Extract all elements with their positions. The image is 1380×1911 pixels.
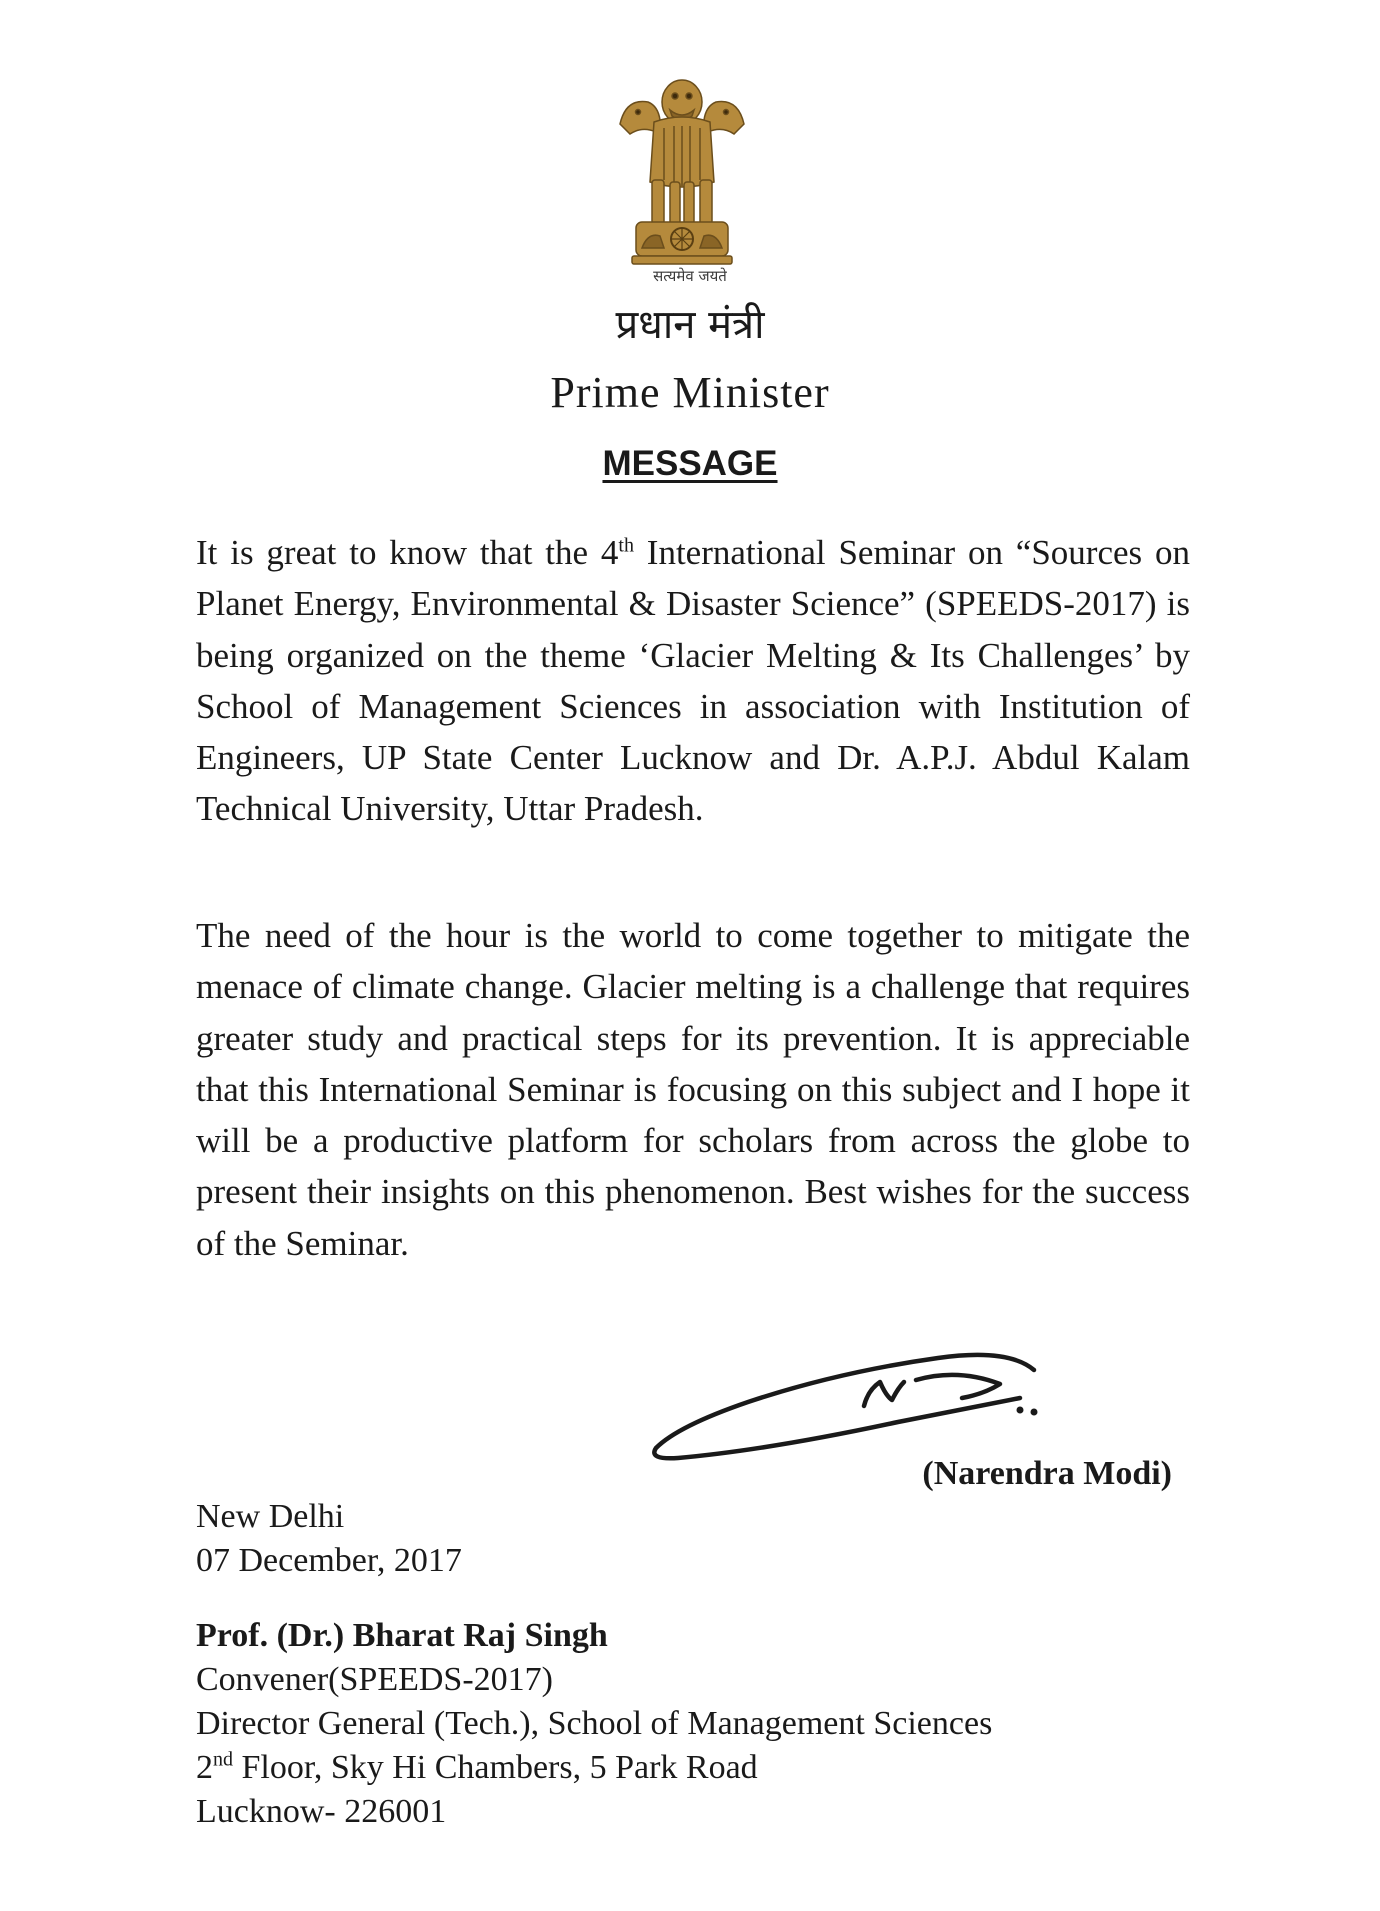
signatory-name: (Narendra Modi): [922, 1455, 1172, 1492]
title-hindi: प्रधान मंत्री: [615, 302, 765, 348]
floor-number: 2: [196, 1749, 213, 1786]
street-address: Floor, Sky Hi Chambers, 5 Park Road: [233, 1749, 758, 1786]
place-date-block: [196, 1495, 896, 1583]
floor-superscript: nd: [213, 1748, 233, 1771]
recipient-line-4: Lucknow- 226001: [196, 1793, 447, 1830]
message-heading: MESSAGE: [602, 444, 778, 483]
para1-start: It is great to know that the 4: [196, 533, 619, 572]
national-emblem-icon: [612, 72, 752, 282]
message-paragraph-1: [196, 527, 1190, 835]
title-english: Prime Minister: [550, 368, 830, 417]
recipient-name: Prof. (Dr.) Bharat Raj Singh: [196, 1617, 608, 1654]
recipient-line-2: Director General (Tech.), School of Management Sciences: [196, 1705, 993, 1742]
para1-rest: International Seminar on “Sources on Planet Energy, Environmental & Disaster Science” (SPEEDS-2017) is being organized on the theme ‘Glacier Melting & Its Challenges’ by School of Management Sciences in association with Institution of Engineers, UP State Center Lucknow and Dr. A.P.J. Abdul Kalam Technical University, Uttar Pradesh.: [196, 533, 1191, 829]
para1-superscript: th: [618, 534, 634, 557]
message-paragraph-2: The need of the hour is the world to come together to mitigate the menace of climate change. Glacier melting is a challenge that requires greater study and practical steps for its prevention. It is appreciable that this International Seminar is focusing on this subject and I hope it will be a productive platform for scholars from across the globe to present their insights on this phenomenon. Best wishes for the success of the Seminar.: [196, 916, 1190, 1263]
motto-text: सत्यमेव जयते: [653, 267, 727, 285]
recipient-line-3: [196, 1746, 1196, 1790]
place: New Delhi: [196, 1498, 345, 1535]
recipient-address: [196, 1614, 1196, 1834]
date: 07 December, 2017: [196, 1542, 462, 1579]
recipient-line-1: Convener(SPEEDS-2017): [196, 1661, 553, 1698]
